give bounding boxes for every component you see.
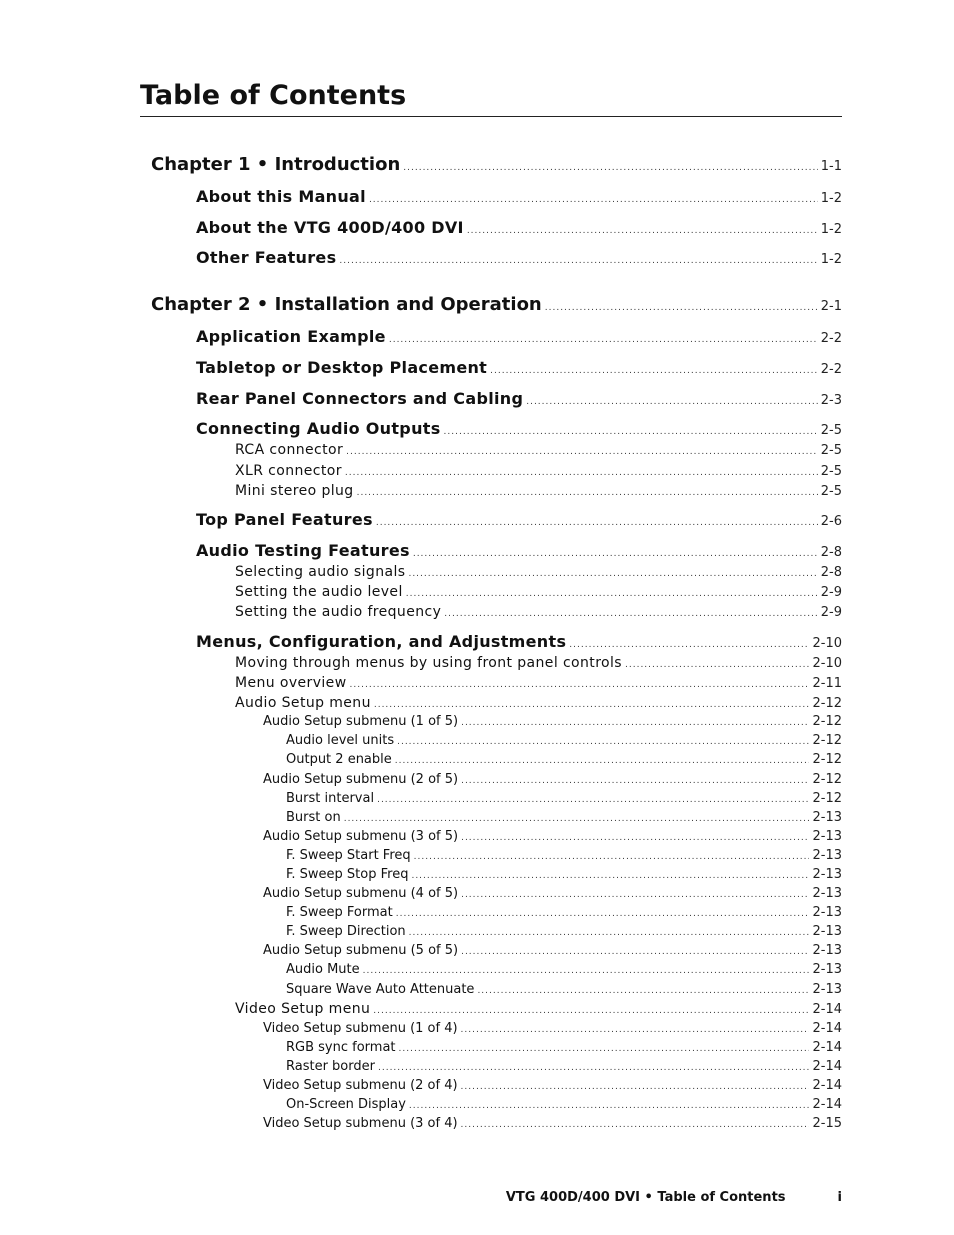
- toc-entry-page: 2-3: [820, 393, 842, 408]
- toc-chapter-2[interactable]: [151, 294, 842, 315]
- toc-entry-page: 2-12: [812, 752, 842, 767]
- toc-sub-video-1[interactable]: [263, 1021, 842, 1036]
- toc-entry-page: 1-2: [820, 191, 842, 206]
- toc-entry-label: Video Setup submenu (3 of 4): [263, 1116, 458, 1131]
- toc-entry-label: Application Example: [196, 327, 386, 346]
- dot-leader: [409, 928, 810, 938]
- toc-section-audio-outputs[interactable]: [196, 419, 842, 438]
- toc-entry-page: 2-5: [820, 484, 842, 499]
- toc-entry-page: 2-13: [812, 810, 842, 825]
- dot-leader: [396, 909, 810, 919]
- toc-entry-label: RCA connector: [235, 442, 344, 458]
- toc-subsub-sweep-direction[interactable]: [286, 924, 842, 939]
- toc-entry-page: 2-13: [812, 924, 842, 939]
- toc-entry-page: 2-10: [812, 636, 842, 651]
- toc-entry-label: Output 2 enable: [286, 752, 392, 767]
- dot-leader: [397, 737, 809, 747]
- toc-subsub-sweep-start[interactable]: [286, 848, 842, 863]
- toc-entry-page: 2-13: [812, 905, 842, 920]
- dot-leader: [444, 427, 818, 437]
- toc-entry-page: 2-2: [820, 362, 842, 377]
- toc-section-menus[interactable]: [196, 632, 842, 651]
- dot-leader: [414, 852, 810, 862]
- toc-entry-page: 2-14: [812, 1078, 842, 1093]
- toc-entry-label: Burst on: [286, 810, 341, 825]
- dot-leader: [403, 163, 818, 173]
- toc-subsub-sweep-format[interactable]: [286, 905, 842, 920]
- toc-item-audio-level[interactable]: [235, 584, 842, 600]
- page-title: Table of Contents: [140, 80, 842, 117]
- dot-leader: [461, 833, 809, 843]
- dot-leader: [467, 226, 818, 236]
- toc-entry-label: Chapter 2 • Installation and Operation: [151, 294, 542, 315]
- toc-entry-label: Moving through menus by using front panel controls: [235, 655, 622, 671]
- toc-entry-label: Audio Setup submenu (3 of 5): [263, 829, 459, 844]
- dot-leader: [461, 718, 809, 728]
- toc-entry-label: Connecting Audio Outputs: [196, 419, 441, 438]
- toc-entry-page: 2-13: [812, 943, 842, 958]
- toc-sub-audio-5[interactable]: [263, 943, 842, 958]
- toc-entry-label: Audio level units: [286, 733, 395, 748]
- toc-entry-page: 2-14: [812, 1002, 842, 1017]
- toc-entry-label: Setting the audio level: [235, 584, 403, 600]
- toc-entry-page: 2-11: [812, 676, 842, 691]
- dot-leader: [461, 890, 809, 900]
- dot-leader: [345, 468, 818, 478]
- toc-entry-label: Square Wave Auto Attenuate: [286, 982, 475, 997]
- toc-entry-label: Raster border: [286, 1059, 375, 1074]
- toc-entry-page: 2-9: [820, 585, 842, 600]
- dot-leader: [373, 1006, 809, 1016]
- toc-subsub-audio-level-units[interactable]: [286, 733, 842, 748]
- toc-entry-page: 2-12: [812, 772, 842, 787]
- toc-entry-label: Video Setup submenu (2 of 4): [263, 1078, 458, 1093]
- toc-entry-page: 2-13: [812, 867, 842, 882]
- dot-leader: [461, 776, 809, 786]
- dot-leader: [346, 447, 818, 457]
- toc-item-moving-menus[interactable]: [235, 655, 842, 671]
- dot-leader: [569, 640, 809, 650]
- toc-entry-page: 2-15: [812, 1116, 842, 1131]
- dot-leader: [350, 680, 810, 690]
- toc-entry-page: 2-5: [820, 464, 842, 479]
- toc-sub-audio-2[interactable]: [263, 772, 842, 787]
- toc-item-menu-overview[interactable]: [235, 675, 842, 691]
- dot-leader: [461, 947, 809, 957]
- toc-section-about-vtg[interactable]: [196, 218, 842, 237]
- toc-item-video-setup-menu[interactable]: [235, 1001, 842, 1017]
- dot-leader: [378, 1063, 810, 1073]
- toc-entry-page: 2-8: [820, 545, 842, 560]
- toc-entry-page: 2-14: [812, 1040, 842, 1055]
- dot-leader: [461, 1082, 810, 1092]
- toc-entry-page: 2-2: [820, 331, 842, 346]
- toc-entry-label: On-Screen Display: [286, 1097, 406, 1112]
- toc-entry-label: F. Sweep Direction: [286, 924, 406, 939]
- dot-leader: [395, 756, 810, 766]
- toc-entry-page: 2-12: [812, 714, 842, 729]
- toc-entry-page: 2-8: [820, 565, 842, 580]
- toc-entry-label: F. Sweep Start Freq: [286, 848, 411, 863]
- dot-leader: [461, 1025, 810, 1035]
- toc-subsub-burst-on[interactable]: [286, 810, 842, 825]
- toc-section-tabletop[interactable]: [196, 358, 842, 377]
- toc-entry-label: Setting the audio frequency: [235, 604, 442, 620]
- toc-entry-label: Top Panel Features: [196, 510, 373, 529]
- toc-entry-label: Rear Panel Connectors and Cabling: [196, 389, 524, 408]
- toc-item-xlr[interactable]: [235, 463, 842, 479]
- dot-leader: [389, 335, 818, 345]
- toc-section-application-example[interactable]: [196, 327, 842, 346]
- toc-entry-label: About this Manual: [196, 187, 366, 206]
- toc-entry-label: Audio Testing Features: [196, 541, 410, 560]
- toc-subsub-rgb-sync[interactable]: [286, 1040, 842, 1055]
- toc-entry-label: Audio Setup submenu (1 of 5): [263, 714, 459, 729]
- dot-leader: [357, 488, 818, 498]
- toc-entry-page: 2-9: [820, 605, 842, 620]
- toc-section-about-manual[interactable]: [196, 187, 842, 206]
- toc-entry-label: Menus, Configuration, and Adjustments: [196, 632, 567, 651]
- toc-item-audio-setup-menu[interactable]: [235, 695, 842, 711]
- toc-section-rear-panel[interactable]: [196, 389, 842, 408]
- dot-leader: [408, 569, 817, 579]
- toc-entry-page: 1-2: [820, 252, 842, 267]
- toc-entry-label: Mini stereo plug: [235, 483, 354, 499]
- toc-item-audio-frequency[interactable]: [235, 604, 842, 620]
- dot-leader: [406, 589, 818, 599]
- dot-leader: [526, 397, 818, 407]
- toc-entry-label: Video Setup submenu (1 of 4): [263, 1021, 458, 1036]
- dot-leader: [377, 795, 809, 805]
- dot-leader: [444, 609, 817, 619]
- toc-subsub-output-2-enable[interactable]: [286, 752, 842, 767]
- toc-entry-label: Menu overview: [235, 675, 347, 691]
- toc-sub-audio-3[interactable]: [263, 829, 842, 844]
- toc-entry-page: 2-5: [820, 423, 842, 438]
- toc-entry-page: 2-12: [812, 696, 842, 711]
- toc-entry-label: Burst interval: [286, 791, 375, 806]
- toc-entry-page: 2-13: [812, 829, 842, 844]
- toc-subsub-audio-mute[interactable]: [286, 962, 842, 977]
- toc-entry-label: Chapter 1 • Introduction: [151, 154, 401, 175]
- toc-entry-page: 2-12: [812, 733, 842, 748]
- toc-entry-page: 1-1: [820, 159, 842, 174]
- toc-section-top-panel[interactable]: [196, 510, 842, 529]
- toc-entry-label: Audio Mute: [286, 962, 360, 977]
- dot-leader: [409, 1101, 810, 1111]
- toc-entry-page: 2-14: [812, 1021, 842, 1036]
- toc-subsub-square-wave[interactable]: [286, 982, 842, 997]
- dot-leader: [461, 1120, 810, 1130]
- toc-entry-label: RGB sync format: [286, 1040, 396, 1055]
- toc-entry-page: 2-10: [812, 656, 842, 671]
- dot-leader: [477, 986, 809, 996]
- toc-entry-label: F. Sweep Stop Freq: [286, 867, 409, 882]
- toc-entry-label: Video Setup menu: [235, 1001, 371, 1017]
- toc-entry-label: Selecting audio signals: [235, 564, 406, 580]
- dot-leader: [369, 195, 818, 205]
- toc-section-other-features[interactable]: [196, 248, 842, 267]
- toc-item-mini-stereo[interactable]: [235, 483, 842, 499]
- toc-subsub-osd[interactable]: [286, 1097, 842, 1112]
- dot-leader: [399, 1044, 810, 1054]
- dot-leader: [413, 549, 818, 559]
- toc-subsub-burst-interval[interactable]: [286, 791, 842, 806]
- toc-entry-label: Audio Setup menu: [235, 695, 371, 711]
- dot-leader: [339, 256, 817, 266]
- toc-entry-page: 2-13: [812, 848, 842, 863]
- dot-leader: [625, 660, 809, 670]
- toc-entry-label: Audio Setup submenu (5 of 5): [263, 943, 459, 958]
- toc-entry-page: 2-14: [812, 1097, 842, 1112]
- dot-leader: [374, 700, 810, 710]
- toc-section-audio-testing[interactable]: [196, 541, 842, 560]
- toc-item-rca[interactable]: [235, 442, 842, 458]
- toc-entry-label: Tabletop or Desktop Placement: [196, 358, 488, 377]
- dot-leader: [363, 966, 810, 976]
- toc-entry-page: 2-1: [820, 299, 842, 314]
- toc-entry-page: 2-5: [820, 443, 842, 458]
- toc-entry-label: F. Sweep Format: [286, 905, 393, 920]
- dot-leader: [344, 814, 810, 824]
- toc-entry-page: 1-2: [820, 222, 842, 237]
- toc-entry-page: 2-13: [812, 962, 842, 977]
- toc-entry-label: Audio Setup submenu (2 of 5): [263, 772, 459, 787]
- toc-item-selecting-audio[interactable]: [235, 564, 842, 580]
- toc-entry-page: 2-13: [812, 886, 842, 901]
- dot-leader: [376, 518, 818, 528]
- toc-entry-page: 2-13: [812, 982, 842, 997]
- toc-entry-label: About the VTG 400D/400 DVI: [196, 218, 464, 237]
- dot-leader: [490, 366, 818, 376]
- toc-sub-audio-1[interactable]: [263, 714, 842, 729]
- toc-entry-label: Other Features: [196, 248, 337, 267]
- footer-page-number: i: [837, 1190, 842, 1205]
- toc-sub-video-2[interactable]: [263, 1078, 842, 1093]
- page-footer: [440, 1190, 842, 1205]
- toc-entry-label: XLR connector: [235, 463, 342, 479]
- toc-subsub-raster-border[interactable]: [286, 1059, 842, 1074]
- toc-entry-page: 2-6: [820, 514, 842, 529]
- toc-entry-page: 2-14: [812, 1059, 842, 1074]
- toc-entry-label: Audio Setup submenu (4 of 5): [263, 886, 459, 901]
- toc-sub-video-3[interactable]: [263, 1116, 842, 1131]
- toc-chapter-1[interactable]: [151, 154, 842, 175]
- footer-title: VTG 400D/400 DVI • Table of Contents: [505, 1190, 786, 1205]
- dot-leader: [545, 303, 818, 313]
- toc-entry-page: 2-12: [812, 791, 842, 806]
- toc-subsub-sweep-stop[interactable]: [286, 867, 842, 882]
- toc-sub-audio-4[interactable]: [263, 886, 842, 901]
- dot-leader: [411, 871, 809, 881]
